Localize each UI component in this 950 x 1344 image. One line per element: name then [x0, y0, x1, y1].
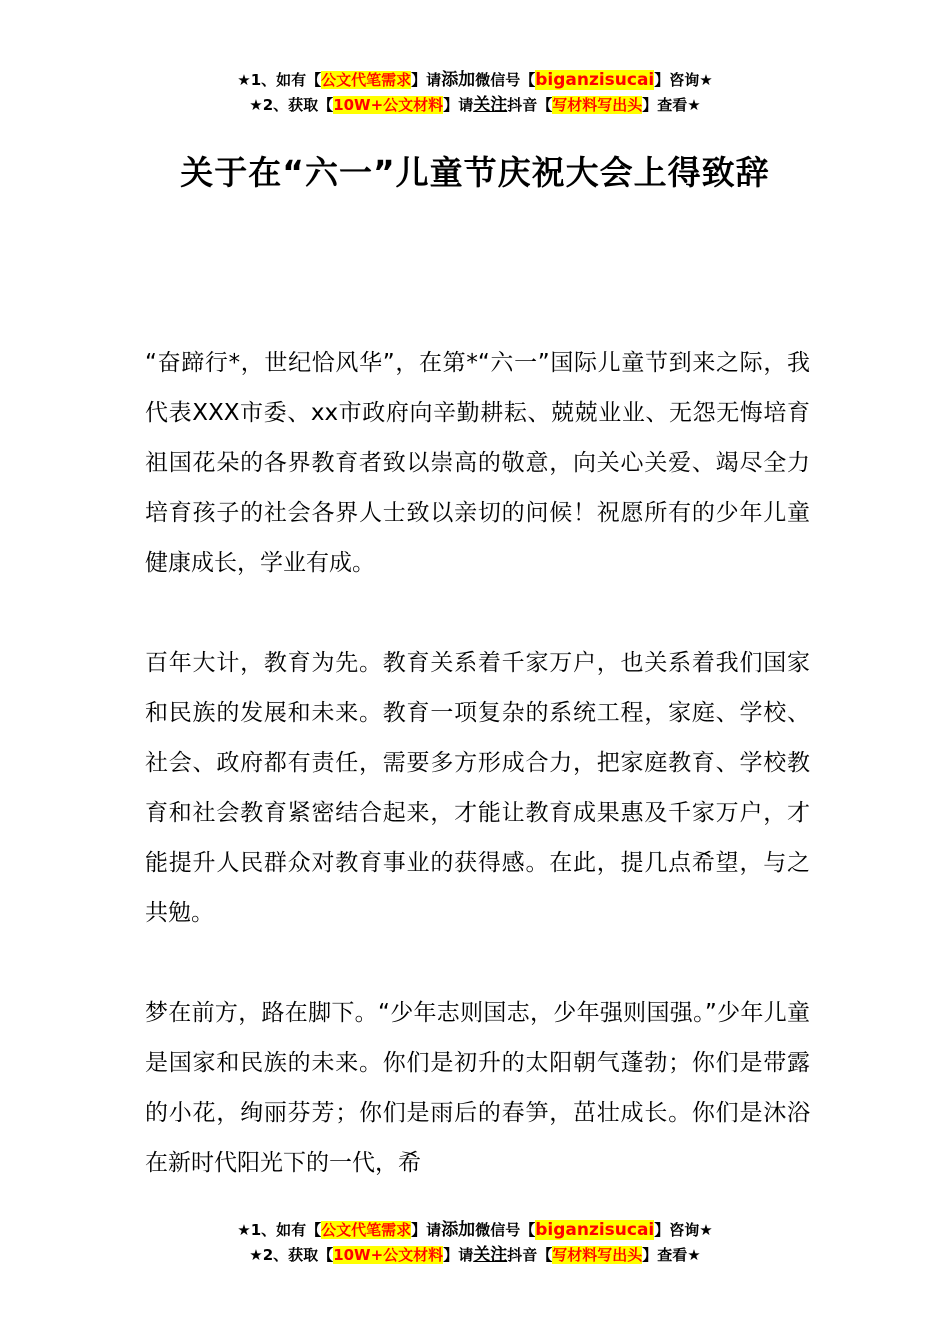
- banner-text: 微信号【: [475, 1221, 536, 1239]
- footer-banner: [0, 1218, 950, 1268]
- banner-text: 抖音【: [507, 96, 553, 114]
- banner-text: 】查看★: [642, 1246, 701, 1264]
- paragraph: 梦在前方，路在脚下。“少年志则国志，少年强则国强。”少年儿童是国家和民族的未来。你们是初升的太阳朝气蓬勃；你们是带露的小花，绚丽芬芳；你们是雨后的春笋，茁壮成长。你们是沐浴在新时代阳光下的一代，希: [145, 1000, 810, 1176]
- banner-emphasis: 添加: [441, 1220, 476, 1240]
- banner-text: ★2、获取【: [249, 96, 334, 114]
- banner-line-2: [0, 93, 950, 118]
- header-banner: [0, 68, 950, 118]
- banner-emphasis: 关注: [473, 1245, 508, 1265]
- document-body: [145, 338, 810, 1238]
- document-title: 关于在“六一”儿童节庆祝大会上得致辞: [180, 153, 770, 192]
- banner-line-1: [0, 1218, 950, 1243]
- banner-text: 微信号【: [475, 71, 536, 89]
- banner-text: 】查看★: [642, 96, 701, 114]
- banner-emphasis: 添加: [441, 70, 476, 90]
- banner-text: ★1、如有【: [237, 71, 322, 89]
- paragraph: “奋蹄行*，世纪恰风华”，在第*“六一”国际儿童节到来之际，我代表XXX市委、xx市政府向辛勤耕耘、兢兢业业、无怨无悔培育祖国花朵的各界教育者致以崇高的敬意，向关心关爱、竭尽全力培育孩子的社会各界人士致以亲切的问候！祝愿所有的少年儿童健康成长，学业有成。: [145, 350, 810, 576]
- banner-text: 】请: [443, 96, 474, 114]
- banner-highlight: 10W+公文材料: [333, 1246, 444, 1264]
- banner-wechat-id: biganzisucai: [535, 1220, 655, 1240]
- banner-highlight: 公文代笔需求: [321, 1221, 412, 1239]
- banner-text: ★1、如有【: [237, 1221, 322, 1239]
- paragraph: 百年大计，教育为先。教育关系着千家万户，也关系着我们国家和民族的发展和未来。教育一项复杂的系统工程，家庭、学校、社会、政府都有责任，需要多方形成合力，把家庭教育、学校教育和社会教育紧密结合起来，才能让教育成果惠及千家万户，才能提升人民群众对教育事业的获得感。在此，提几点希望，与之共勉。: [145, 650, 810, 926]
- banner-highlight: 写材料写出头: [552, 96, 643, 114]
- banner-emphasis: 关注: [473, 95, 508, 115]
- banner-text: 】请: [411, 1221, 442, 1239]
- banner-text: ★2、获取【: [249, 1246, 334, 1264]
- banner-text: 抖音【: [507, 1246, 553, 1264]
- banner-wechat-id: biganzisucai: [535, 70, 655, 90]
- banner-highlight: 公文代笔需求: [321, 71, 412, 89]
- banner-text: 】咨询★: [654, 1221, 713, 1239]
- banner-highlight: 写材料写出头: [552, 1246, 643, 1264]
- banner-line-1: [0, 68, 950, 93]
- banner-text: 】请: [411, 71, 442, 89]
- banner-highlight: 10W+公文材料: [333, 96, 444, 114]
- banner-line-2: [0, 1243, 950, 1268]
- banner-text: 】请: [443, 1246, 474, 1264]
- banner-text: 】咨询★: [654, 71, 713, 89]
